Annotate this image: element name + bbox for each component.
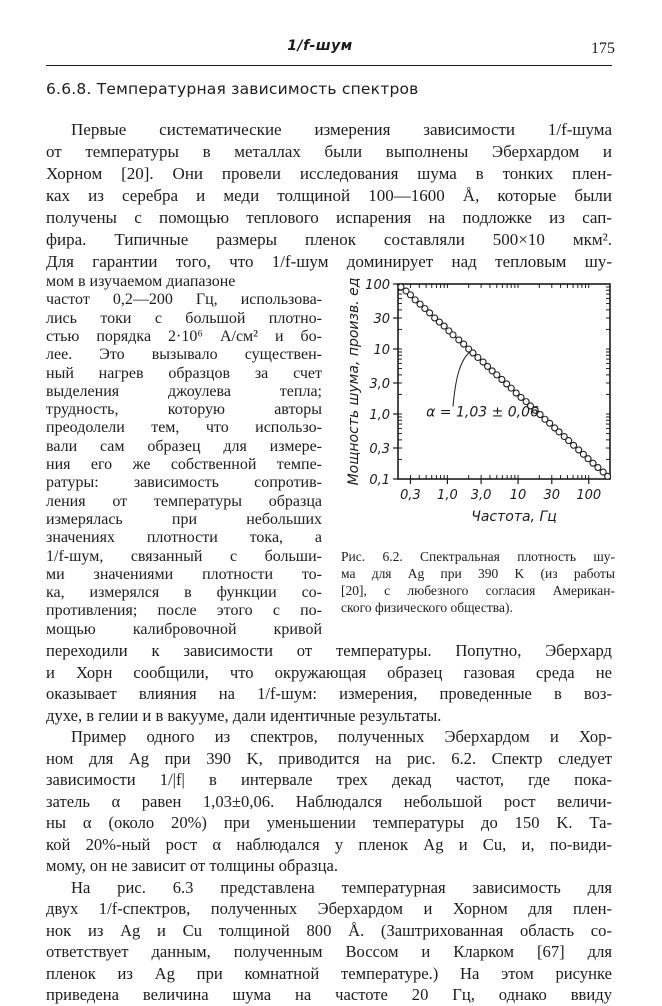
text-line: приведена величина шума на частоте 20 Гц, однако ввиду	[46, 985, 612, 1004]
x-tick-label: 0,3	[400, 488, 421, 503]
x-axis-label: Частота, Гц	[471, 509, 557, 525]
data-point	[461, 341, 467, 347]
text-line: Для гарантии того, что 1/f-шум доминирует над тепловым шу-	[46, 252, 612, 271]
text-line: мощью калибровочной кривой	[46, 620, 322, 638]
page-number: 175	[591, 40, 615, 57]
figure-caption-line: ского физического общества).	[341, 600, 513, 615]
text-line: Первые систематические измерения зависимости 1/f-шума	[71, 120, 612, 139]
data-point	[595, 465, 601, 471]
y-tick-label: 0,1	[369, 473, 390, 488]
header-rule	[46, 65, 612, 66]
text-line: ках из серебра и меди толщиной 100—1600 Å, которые были	[46, 186, 612, 205]
text-line: зависимости 1/|f| в интервале трех декад частот, где пока-	[46, 770, 612, 789]
data-point	[407, 292, 413, 298]
text-line: духе, в гелии и в вакууме, дали идентичные результаты.	[46, 705, 442, 725]
data-point	[499, 376, 505, 382]
x-tick-label: 1,0	[437, 488, 458, 503]
data-point	[518, 394, 524, 400]
running-header-title: 1/f-шум	[287, 38, 353, 54]
text-line: фира. Типичные размеры пленок составляли 500×10 мкм².	[46, 230, 612, 249]
data-point	[585, 456, 591, 462]
x-tick-label: 30	[543, 488, 561, 503]
text-line: кой 20%-ный рост α наблюдался у пленок Ag и Cu, и, по-види-	[46, 834, 612, 854]
data-point	[398, 284, 404, 290]
data-point	[571, 442, 577, 448]
text-line: получены с помощью теплового испарения на подложке из сап-	[46, 208, 612, 227]
text-line: ны α (около 20%) при уменьшении температуры до 150 K. Та-	[46, 813, 612, 832]
y-tick-label: 1,0	[369, 408, 390, 423]
text-line: оказывает влияния на 1/f-шум: измерения, проведенные в воз-	[46, 684, 612, 703]
text-line: ный нагрев образцов за счет	[46, 364, 322, 382]
text-line: от температуры в металлах были выполнены Эберхардом и	[46, 142, 612, 161]
x-tick-label: 3,0	[470, 488, 492, 503]
alpha-annotation: α = 1,03 ± 0,06	[426, 404, 539, 421]
data-point	[450, 332, 456, 338]
y-tick-label: 0,3	[369, 441, 390, 457]
text-line: выделения джоулева тепла;	[46, 382, 322, 400]
text-line: трудность, которую авторы	[46, 401, 322, 419]
data-point	[556, 429, 562, 435]
text-line: Пример одного из спектров, полученных Эберхардом и Хор-	[71, 727, 612, 746]
text-line: лись токи с большой плотно-	[46, 309, 322, 327]
text-line: частот 0,2—200 Гц, использова-	[46, 291, 322, 309]
data-point	[470, 350, 476, 356]
figure-caption-line: [20], с любезного согласия Американ-	[341, 583, 615, 598]
text-line: значениях плотности тока, а	[46, 529, 322, 547]
figure-caption-line: ма для Ag при 390 K (из работы	[341, 566, 615, 581]
x-tick-label: 10	[509, 488, 527, 503]
data-point	[427, 310, 433, 316]
text-line: преодолели тем, что использо-	[46, 419, 322, 437]
text-line: мому, он не зависит от толщины образца.	[46, 856, 338, 875]
text-line: Хорном [20]. Они провели исследования шума в тонких плен-	[46, 164, 612, 183]
text-line: и Хорн сообщили, что окружающая образец газовая среда не	[46, 662, 612, 682]
data-point	[566, 438, 572, 444]
y-tick-label: 10	[373, 343, 390, 358]
text-line: вали сам образец для измере-	[46, 437, 322, 455]
text-line: 1/f-шум, связанный с больши-	[46, 547, 322, 565]
data-point	[475, 354, 481, 360]
y-tick-label: 30	[373, 311, 390, 327]
text-line: ном для Ag при 390 K, приводится на рис. 6.2. Спектр следует	[46, 748, 612, 768]
annotation-leader	[453, 350, 472, 406]
data-point	[547, 420, 553, 426]
y-axis-label: Мощность шума, произв. ед	[346, 277, 362, 486]
text-line: пленок из Ag при комнатной температуре.) На этом рисунке	[46, 963, 612, 983]
figure-caption-line: Рис. 6.2. Спектральная плотность шу-	[341, 549, 615, 564]
text-line: мом в изучаемом диапазоне	[46, 273, 236, 290]
text-line: ми значениями плотности то-	[46, 565, 322, 583]
y-tick-label: 100	[365, 278, 390, 293]
text-line: двух 1/f-спектров, полученных Эберхардом и Хорном для плен-	[46, 899, 612, 918]
text-line: нок из Ag и Cu толщиной 800 Å. (Заштрихованная область со-	[46, 920, 612, 940]
text-line: стью порядка 2·10⁶ А/см² и бо-	[46, 327, 322, 345]
text-line: противления; после этого с по-	[46, 602, 322, 620]
data-point	[494, 372, 500, 378]
text-line: ответствует данным, полученным Воссом и Кларком [67] для	[46, 942, 612, 961]
text-line: ния его же собственной темпе-	[46, 456, 322, 473]
text-line: затель α равен 1,03±0,06. Наблюдался небольшой рост величи-	[46, 791, 612, 811]
data-point	[605, 473, 611, 479]
y-tick-label: 3,0	[369, 376, 390, 392]
text-line: ка, измерялся в функции со-	[46, 584, 322, 602]
text-line: ратуры: зависимость сопротив-	[46, 474, 322, 492]
x-tick-label: 100	[576, 488, 602, 503]
noise-spectrum-chart	[340, 276, 620, 541]
section-title: 6.6.8. Температурная зависимость спектров	[46, 80, 419, 98]
data-point	[590, 460, 596, 466]
text-line: лее. Это вызывало существен-	[46, 346, 322, 364]
text-line: ления от температуры образца	[46, 492, 322, 510]
data-point	[441, 323, 447, 329]
data-point	[508, 385, 514, 391]
text-line: На рис. 6.3 представлена температурная зависимость для	[71, 877, 612, 897]
text-line: измерялась при небольших	[46, 510, 322, 528]
text-line: переходили к зависимости от температуры. Попутно, Эберхард	[46, 641, 612, 660]
